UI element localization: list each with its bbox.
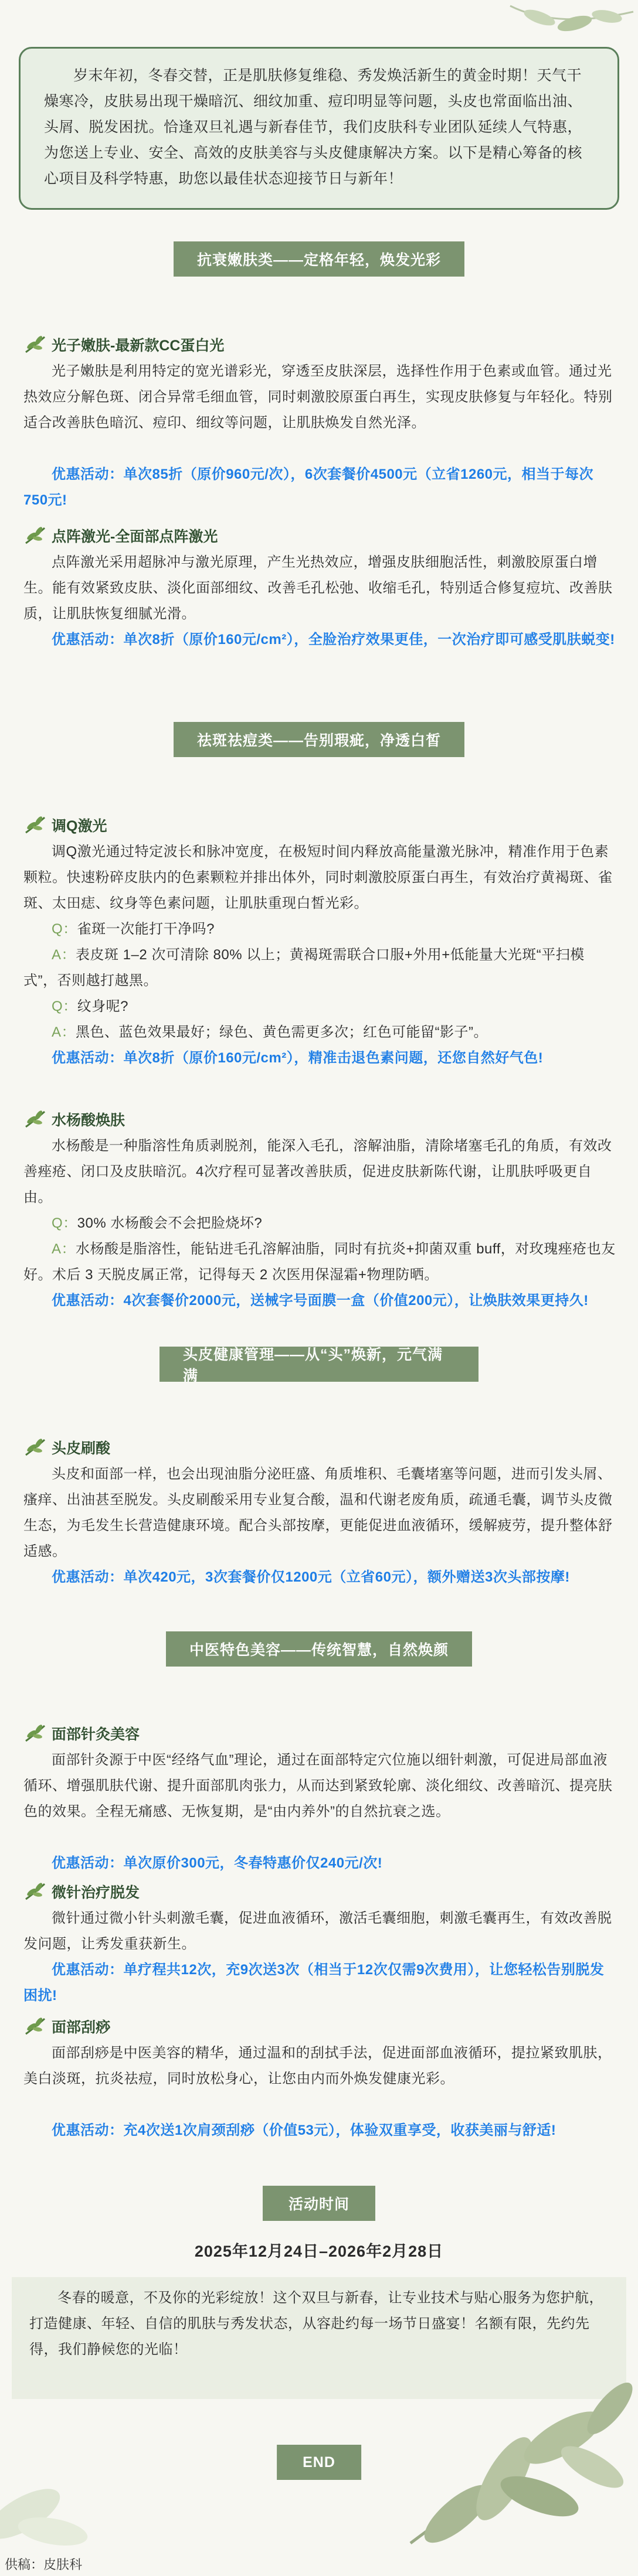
item-description: 面部刮痧是中医美容的精华，通过温和的刮拭手法，促进面部血液循环，提拉紧致肌肤，美白淡斑，抗炎祛痘，同时放松身心，让您由内而外焕发健康光彩。 <box>23 2045 612 2087</box>
item-description: 调Q激光通过特定波长和脉冲宽度，在极短时间内释放高能量激光脉冲，精准作用于色素颗粒。快速粉碎皮肤内的色素颗粒并排出体外，同时刺激胶原蛋白再生，有效治疗黄褐斑、雀斑、太田痣、纹身等色素问题，让肌肤重现白皙光彩。 <box>23 844 613 911</box>
item-description: 面部针灸源于中医“经络气血”理论，通过在面部特定穴位施以细针刺激，可促进局部血液循环、增强肌肤代谢、提升面部肌肉张力，从而达到紧致轮廓、淡化细纹、改善暗沉、提亮肤色的效果。全程无痛感、无恢复期，是“由内养外”的自然抗衰之选。 <box>23 1752 613 1819</box>
item-name: 微针治疗脱发 <box>52 1885 140 1901</box>
item-description: 光子嫩肤是利用特定的宽光谱彩光，穿透至皮肤深层，选择性作用于色素或血管。通过光热效应分解色斑、闭合异常毛细血管，同时刺激胶原蛋白再生，实现皮肤修复与年轻化。特别适合改善肤色暗沉、痘印、细纹等问题，让肌肤焕发自然光泽。 <box>23 363 613 431</box>
item-description: 点阵激光采用超脉冲与激光原理，产生光热效应，增强皮肤细胞活性，刺激胶原蛋白增生。能有效紧致皮肤、淡化面部细纹、改善毛孔松弛、收缩毛孔，特别适合修复痘坑、改善肤质，让肌肤恢复细腻光滑。 <box>23 554 613 622</box>
leaf-sprig-icon <box>23 1437 47 1457</box>
promo-text: 优惠活动：4次套餐价2000元，送械字号面膜一盒（价值200元），让焕肤效果更持久! <box>52 1293 589 1309</box>
leaf-sprig-icon <box>23 2016 47 2036</box>
qa-question: Q：纹身呢? <box>52 999 129 1014</box>
leaf-sprig-icon <box>23 1882 47 1902</box>
activity-time-title: 活动时间 <box>263 2186 375 2221</box>
item-title-facial-acupuncture <box>23 1723 140 1744</box>
item-name: 光子嫩肤-最新款CC蛋白光 <box>52 338 225 354</box>
promo-text: 优惠活动：充4次送1次肩颈刮痧（价值53元），体验双重享受，收获美丽与舒适! <box>52 2122 556 2138</box>
item-name: 头皮刷酸 <box>52 1440 111 1457</box>
item-title-photorejuvenation <box>23 334 224 355</box>
item-title-gua-sha <box>23 2016 110 2037</box>
leaf-sprig-icon <box>23 1723 47 1743</box>
item-title-q-switched-laser <box>23 815 107 836</box>
promo-text: 优惠活动：单次85折（原价960元/次），6次套餐价4500元（立省1260元，相当于每次750元! <box>23 466 594 508</box>
closing-text: 冬春的暖意，不及你的光彩绽放！这个双旦与新春，让专业技术与贴心服务为您护航，打造健康、年轻、自信的肌肤与秀发状态，从容赴约每一场节日盛宴！名额有限，先约先得，我们静候您的光临！ <box>29 2290 603 2357</box>
item-title-microneedling <box>23 1881 140 1902</box>
section-title-spot-acne: 祛斑祛痘类——告别瑕疵，净透白皙 <box>174 722 464 757</box>
promo-text: 优惠活动：单次420元，3次套餐价仅1200元（立省60元），额外赠送3次头部按摩! <box>52 1569 570 1585</box>
item-name: 点阵激光-全面部点阵激光 <box>52 529 218 545</box>
promo-text: 优惠活动：单疗程共12次，充9次送3次（相当于12次仅需9次费用），让您轻松告别脱发困扰! <box>23 1962 605 2003</box>
item-name: 面部针灸美容 <box>52 1726 140 1743</box>
item-title-scalp-peel <box>23 1437 110 1458</box>
section-title-scalp: 头皮健康管理——从“头”焕新，元气满满 <box>160 1347 478 1382</box>
item-description: 头皮和面部一样，也会出现油脂分泌旺盛、角质堆积、毛囊堵塞等问题，进而引发头屑、瘙痒、出油甚至脱发。头皮刷酸采用专业复合酸，温和代谢老废角质，疏通毛囊，调节头皮微生态，为毛发生长营造健康环境。配合头部按摩，更能促进血液循环，缓解疲劳，提升整体舒适感。 <box>23 1466 613 1559</box>
promo-text: 优惠活动：单次8折（原价160元/cm²），精准击退色素问题，还您自然好气色! <box>52 1050 544 1066</box>
item-description: 微针通过微小针头刺激毛囊，促进血液循环，激活毛囊细胞，刺激毛囊再生，有效改善脱发问题，让秀发重获新生。 <box>23 1910 612 1952</box>
qa-answer: A：水杨酸是脂溶性，能钻进毛孔溶解油脂，同时有抗炎+抑菌双重 buff，对玫瑰痤疮也友好。术后 3 天脱皮属正常，记得每天 2 次医用保湿霜+物理防晒。 <box>23 1241 616 1283</box>
item-name: 面部刮痧 <box>52 2019 111 2036</box>
source-credit: 供稿：皮肤科 <box>5 2557 83 2572</box>
promo-text: 优惠活动：单次原价300元，冬春特惠价仅240元/次! <box>52 1855 383 1871</box>
intro-box: 岁末年初，冬春交替，正是肌肤修复维稳、秀发焕活新生的黄金时期！天气干燥寒冷，皮肤易出现干燥暗沉、细纹加重、痘印明显等问题，头皮也常面临出油、头屑、脱发困扰。恰逢双旦礼遇与新春佳节，我们皮肤科专业团队延续人气特惠，为您送上专业、安全、高效的皮肤美容与头皮健康解决方案。以下是精心筹备的核心项目及科学特惠，助您以最佳状态迎接节日与新年！ <box>19 47 619 210</box>
qa-question: Q：雀斑一次能打干净吗? <box>52 921 215 937</box>
promo-text: 优惠活动：单次8折（原价160元/cm²），全脸治疗效果更佳，一次治疗即可感受肌肤蜕变! <box>52 632 615 648</box>
end-label: END <box>277 2445 361 2480</box>
qa-answer: A：黑色、蓝色效果最好；绿色、黄色需更多次；红色可能留“影子”。 <box>52 1024 488 1040</box>
item-description: 水杨酸是一种脂溶性角质剥脱剂，能深入毛孔，溶解油脂，清除堵塞毛孔的角质，有效改善痤疮、闭口及皮肤暗沉。4次疗程可显著改善肤质，促进皮肤新陈代谢，让肌肤呼吸更自由。 <box>23 1138 612 1205</box>
section-title-anti-aging: 抗衰嫩肤类——定格年轻，焕发光彩 <box>174 241 464 277</box>
item-title-salicylic-peel <box>23 1109 125 1130</box>
item-name: 调Q激光 <box>52 818 107 834</box>
section-title-tcm: 中医特色美容——传统智慧，自然焕颜 <box>166 1631 472 1667</box>
leaf-sprig-icon <box>23 1109 47 1129</box>
qa-question: Q：30% 水杨酸会不会把脸烧坏? <box>52 1215 263 1231</box>
leaf-decoration-bottom-left-icon <box>0 2432 117 2549</box>
leaf-sprig-icon <box>23 815 47 835</box>
leaf-sprig-icon <box>23 526 47 546</box>
item-name: 水杨酸焕肤 <box>52 1112 125 1129</box>
activity-dates: 2025年12月24日–2026年2月28日 <box>194 2243 444 2260</box>
leaf-sprig-icon <box>23 335 47 355</box>
item-title-fractional-laser <box>23 525 218 546</box>
qa-answer: A：表皮斑 1–2 次可清除 80% 以上；黄褐斑需联合口服+外用+低能量大光斑“平扫模式”，否则越打越黑。 <box>23 947 585 989</box>
leaf-decoration-top-icon <box>504 0 638 47</box>
